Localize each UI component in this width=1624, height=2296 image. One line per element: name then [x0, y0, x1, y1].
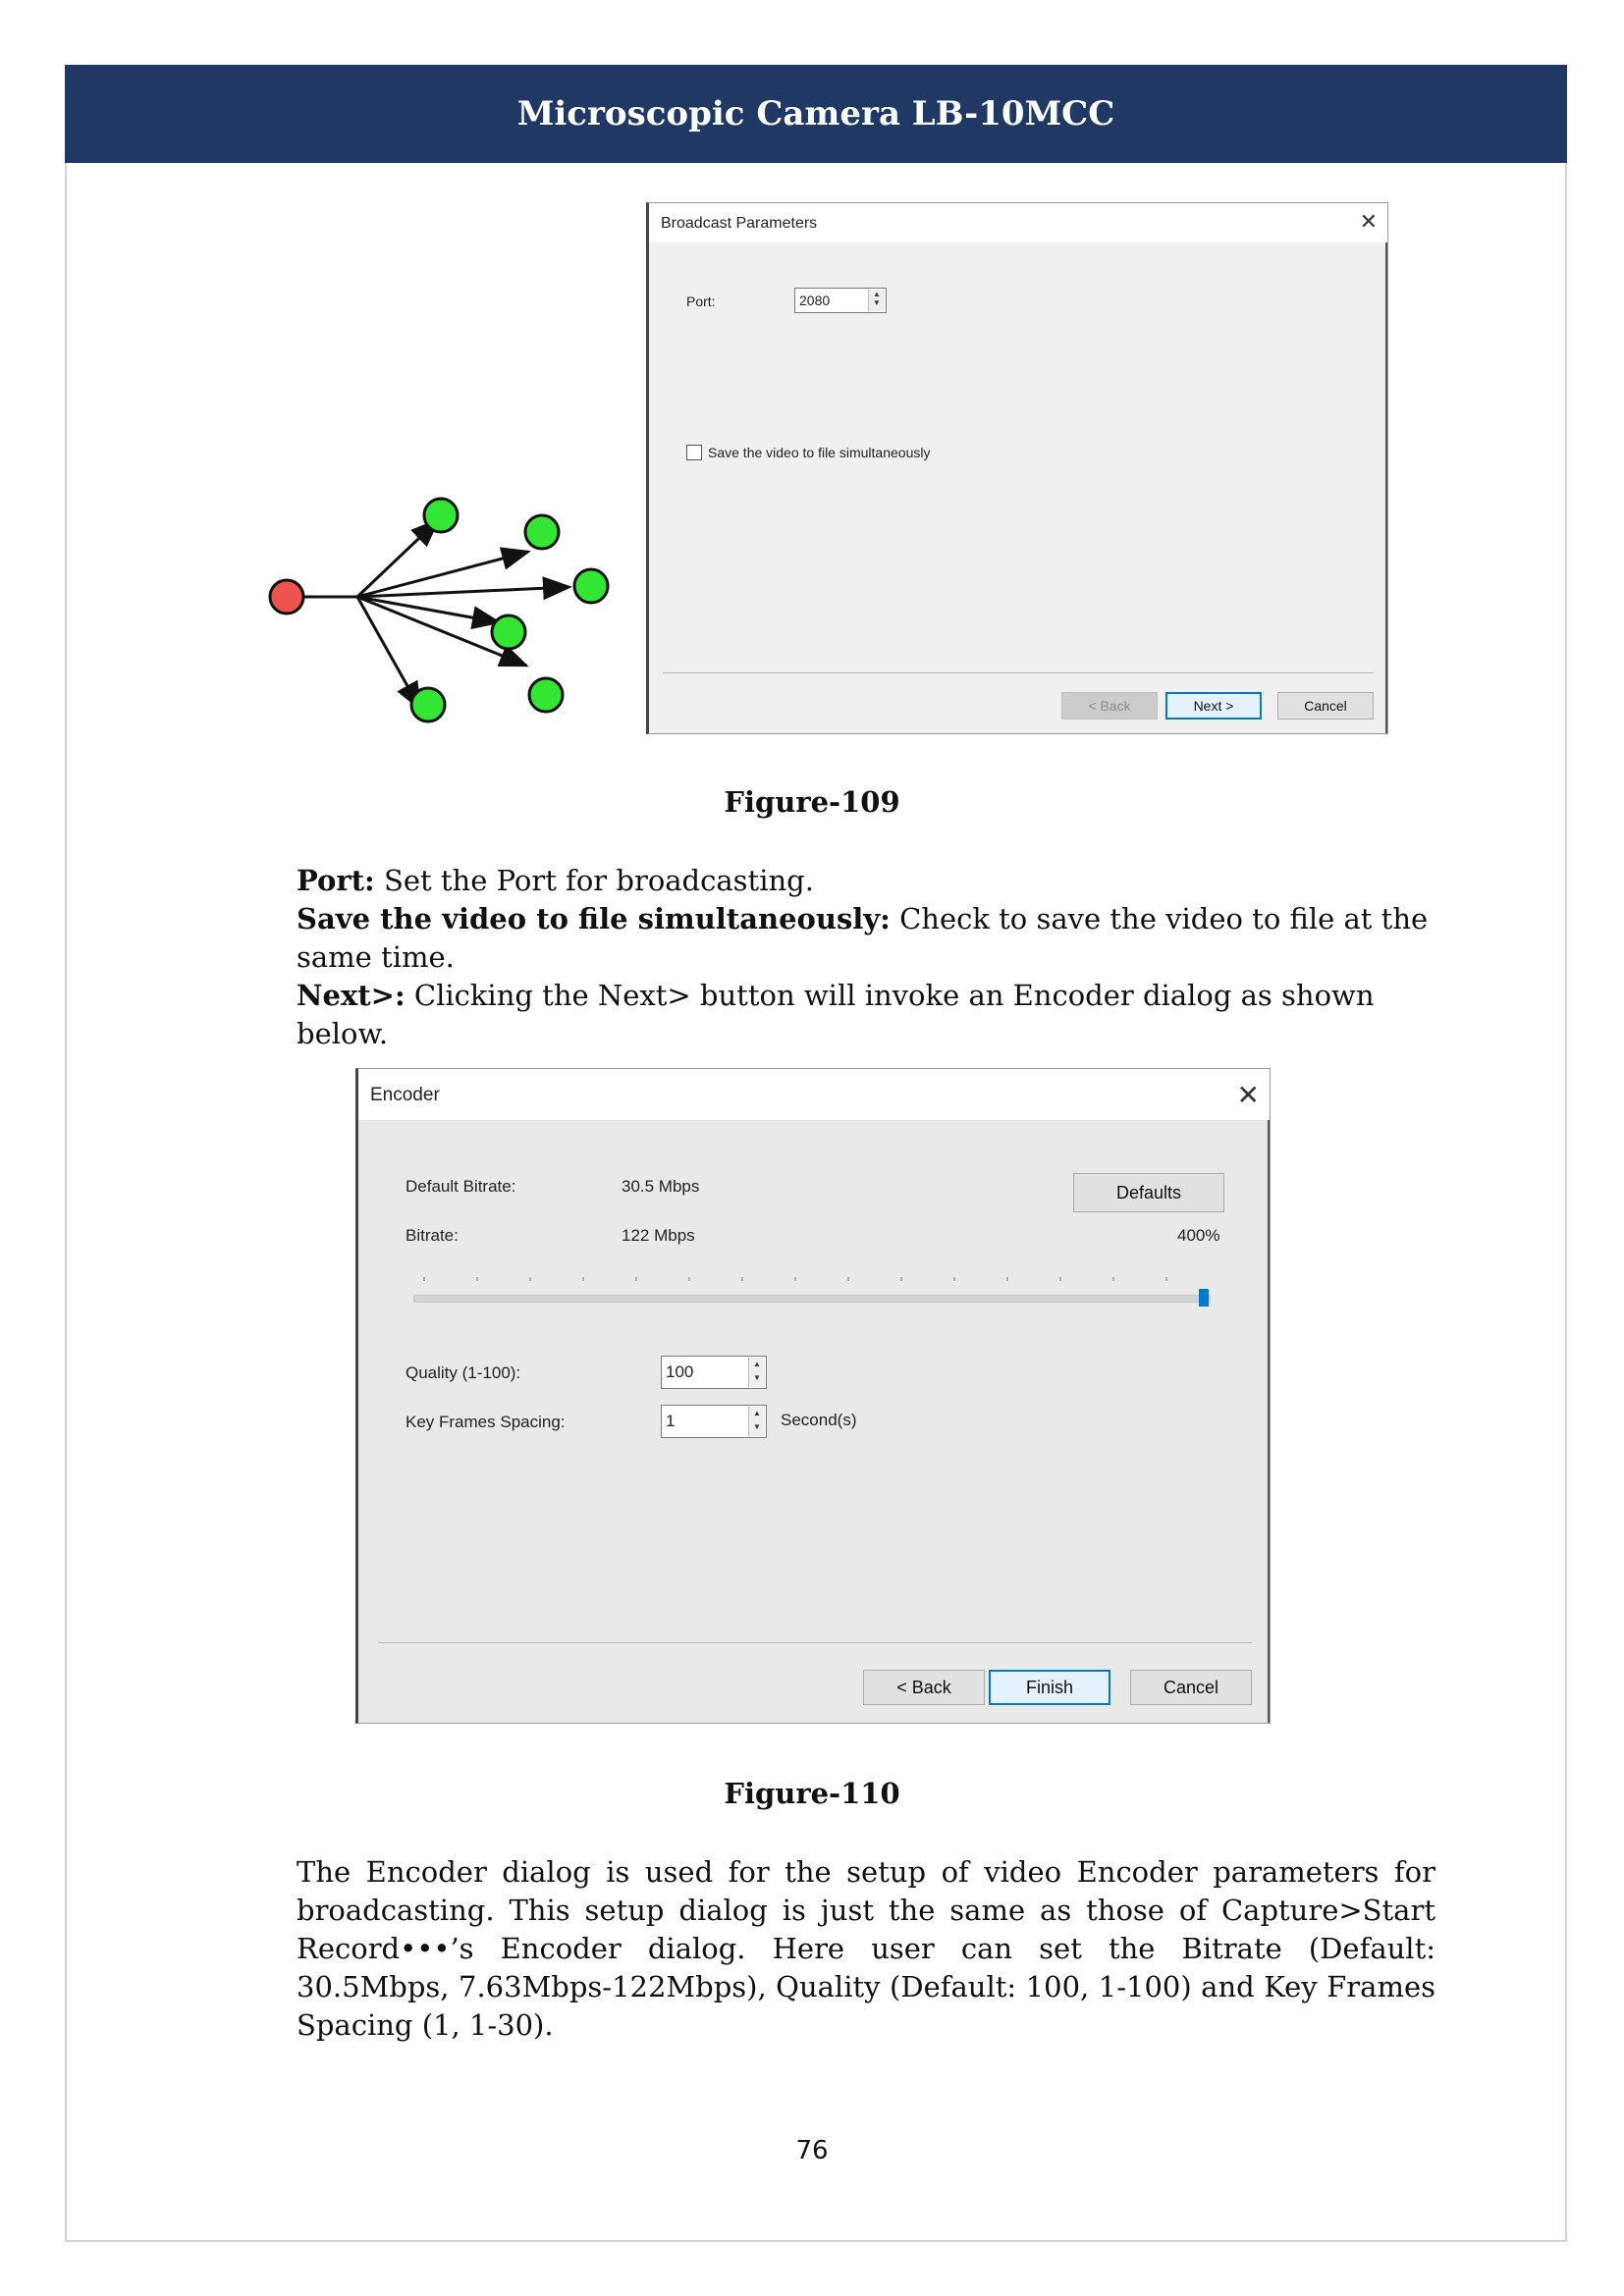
quality-spinner[interactable]: ▲ ▼: [748, 1358, 765, 1387]
header-title: Microscopic Camera LB-10MCC: [516, 94, 1115, 133]
cancel-button[interactable]: Cancel: [1277, 692, 1374, 720]
source-node: [270, 580, 303, 614]
slider-tick: [794, 1277, 796, 1281]
slider-tick: [1112, 1277, 1114, 1281]
slider-tick: [423, 1277, 425, 1281]
next-text: Clicking the Next> button will invoke an Encoder dialog as shown below.: [297, 979, 1375, 1050]
slider-track[interactable]: [413, 1295, 1211, 1303]
dialog-separator: [378, 1642, 1252, 1643]
close-icon[interactable]: ✕: [1359, 209, 1378, 234]
default-bitrate-label: Default Bitrate:: [406, 1177, 516, 1196]
slider-tick: [529, 1277, 531, 1281]
slider-tick: [953, 1277, 955, 1281]
slider-tick: [1006, 1277, 1008, 1281]
slider-tick: [1165, 1277, 1167, 1281]
save-text: Check to save the video to file at the same time.: [297, 902, 1429, 974]
keyframes-value: 1: [666, 1412, 676, 1430]
slider-tick: [635, 1277, 637, 1281]
slider-tick: [1059, 1277, 1061, 1281]
bitrate-label: Bitrate:: [406, 1226, 459, 1245]
slider-thumb[interactable]: [1199, 1289, 1209, 1307]
broadcast-diagram: [255, 481, 619, 736]
target-node: [525, 515, 559, 549]
broadcast-parameters-dialog: [646, 202, 1388, 734]
slider-tick: [688, 1277, 690, 1281]
close-icon[interactable]: ✕: [1236, 1080, 1260, 1110]
back-button[interactable]: < Back: [1061, 692, 1158, 720]
port-label: Port:: [686, 294, 716, 309]
bitrate-value: 122 Mbps: [622, 1226, 695, 1245]
slider-tick: [476, 1277, 478, 1281]
defaults-button[interactable]: Defaults: [1073, 1173, 1224, 1212]
keyframes-spinner[interactable]: ▲ ▼: [748, 1407, 765, 1436]
dialog-title: Encoder: [370, 1085, 440, 1105]
keyframes-label: Key Frames Spacing:: [406, 1413, 566, 1431]
diagram-edge: [357, 597, 499, 622]
target-node: [424, 499, 458, 532]
target-node: [529, 678, 563, 712]
header-band: [65, 65, 1567, 163]
quality-label: Quality (1-100):: [406, 1363, 521, 1382]
target-node: [411, 688, 445, 721]
encoder-dialog: [355, 1068, 1271, 1724]
figure-caption-109: Figure-109: [724, 785, 900, 819]
save-description: [297, 900, 1435, 977]
save-video-checkbox[interactable]: [686, 445, 702, 460]
slider-tick: [582, 1277, 584, 1281]
keyframes-unit: Second(s): [781, 1411, 857, 1429]
diagram-edge: [357, 597, 420, 709]
dialog-titlebar: [358, 1069, 1270, 1120]
port-value: 2080: [799, 293, 831, 308]
port-description: [297, 862, 1435, 900]
dialog-titlebar: [649, 203, 1387, 242]
slider-tick: [900, 1277, 902, 1281]
back-button[interactable]: < Back: [863, 1670, 985, 1705]
next-button[interactable]: Next >: [1165, 692, 1262, 720]
save-term: Save the video to file simultaneously:: [297, 902, 891, 935]
port-text: Set the Port for broadcasting.: [374, 864, 814, 897]
target-node: [574, 569, 608, 603]
page-number: 76: [795, 2136, 829, 2165]
keyframes-input[interactable]: [661, 1405, 767, 1438]
diagram-edges: [287, 520, 569, 709]
description-list: [297, 862, 1435, 1053]
bitrate-percent: 400%: [1177, 1226, 1220, 1245]
quality-input[interactable]: [661, 1356, 767, 1389]
save-video-label: Save the video to file simultaneously: [708, 445, 931, 460]
next-description: [297, 977, 1435, 1053]
quality-value: 100: [666, 1362, 694, 1381]
encoder-paragraph: The Encoder dialog is used for the setup of video Encoder parameters for broadcasting. This setup dialog is just the same as those of Capture>Start Record•••’s Encoder dialog. Here user can set the Bitrate (Default: 30.5Mbps, 7.63Mbps-122Mbps), Quality (Default: 100, 1-100) and Key Frames Spacing (1, 1-30).: [297, 1855, 1435, 2042]
figure-caption-110: Figure-110: [724, 1777, 900, 1810]
port-input[interactable]: [794, 288, 887, 313]
cancel-button[interactable]: Cancel: [1130, 1670, 1252, 1705]
dialog-title: Broadcast Parameters: [661, 215, 818, 232]
port-spinner[interactable]: ▲ ▼: [868, 290, 885, 311]
slider-tick: [741, 1277, 743, 1281]
dialog-separator: [663, 672, 1374, 673]
default-bitrate-value: 30.5 Mbps: [622, 1177, 700, 1196]
slider-tick: [847, 1277, 849, 1281]
finish-button[interactable]: Finish: [989, 1670, 1110, 1705]
target-node: [492, 615, 525, 649]
port-term: Port:: [297, 864, 375, 897]
next-term: Next>:: [297, 979, 406, 1012]
